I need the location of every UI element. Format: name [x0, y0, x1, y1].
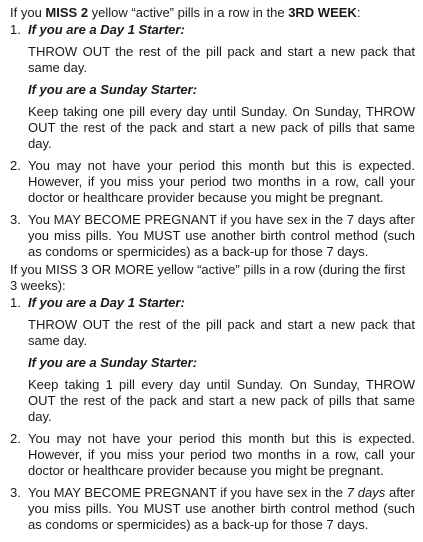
section1-intro: [10, 5, 415, 21]
item-text-part: You MAY BECOME PREGNANT if you have sex in the: [28, 485, 347, 500]
intro-text: yellow “active” pills in a row in the: [88, 5, 289, 20]
day1-starter-heading: If you are a Day 1 Starter:: [28, 22, 185, 37]
intro-text: :: [356, 5, 361, 20]
item-number: 2.: [10, 431, 21, 446]
item-text-part: after you miss pills. You MUST use another birth control method (such as condoms or spermicides) as a back-up for those 7 days.: [28, 485, 415, 532]
item-text-italic: 7 days: [346, 485, 386, 500]
intro-bold-miss-2: MISS 2: [45, 5, 89, 20]
item-text: You may not have your period this month but this is expected. However, if you miss your period two months in a row, call your doctor or healthcare provider because you might be pregnant.: [28, 431, 415, 478]
section2-intro: If you MISS 3 OR MORE yellow “active” pills in a row (during the first 3 weeks):: [10, 262, 406, 293]
item-number: 1.: [10, 295, 21, 310]
section2-item-3: [10, 485, 415, 533]
intro-bold-3rd-week: 3RD WEEK: [288, 5, 357, 20]
item-number: 2.: [10, 158, 21, 173]
item-number: 3.: [10, 485, 21, 500]
item-number: 3.: [10, 212, 21, 227]
section2-item-2: [10, 431, 415, 479]
item-text: You MAY BECOME PREGNANT if you have sex in the 7 days after you miss pills. You MUST use another birth control method (such as condoms or spermicides) as a back-up for those 7 days.: [28, 212, 415, 259]
intro-text: If you: [10, 5, 46, 20]
sunday-starter-text: Keep taking 1 pill every day until Sunday. On Sunday, THROW OUT the rest of the pack and start a new pack of pills that same day.: [28, 377, 415, 424]
sunday-starter-text: Keep taking one pill every day until Sunday. On Sunday, THROW OUT the rest of the pack and start a new pack of pills that same day.: [28, 104, 415, 151]
day1-starter-text: THROW OUT the rest of the pill pack and start a new pack that same day.: [28, 317, 415, 348]
section1-item-2: [10, 158, 415, 206]
item-text: [28, 485, 415, 532]
item-number: 1.: [10, 22, 21, 37]
sunday-starter-heading: If you are a Sunday Starter:: [28, 355, 198, 370]
section1-item-3: [10, 212, 415, 260]
day1-starter-text: THROW OUT the rest of the pill pack and start a new pack that same day.: [28, 44, 415, 75]
item-text: You may not have your period this month but this is expected. However, if you miss your period two months in a row, call your doctor or healthcare provider because you might be pregnant.: [28, 158, 415, 205]
section2-item-1: [10, 295, 415, 311]
day1-starter-heading: If you are a Day 1 Starter:: [28, 295, 185, 310]
section1-item-1: [10, 22, 415, 38]
sunday-starter-heading: If you are a Sunday Starter:: [28, 82, 198, 97]
